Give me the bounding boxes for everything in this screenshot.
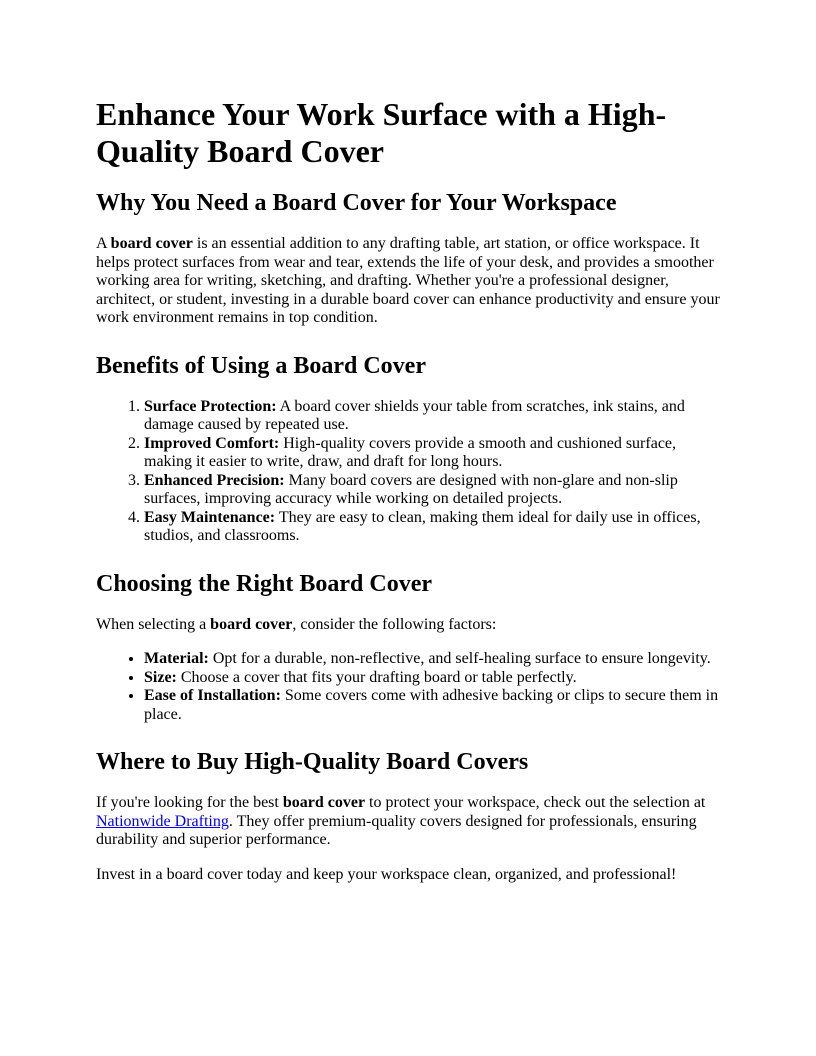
item-label: Surface Protection: xyxy=(144,397,277,415)
item-text: Opt for a durable, non-reflective, and self-healing surface to ensure longevity. xyxy=(208,650,711,667)
list-item xyxy=(144,509,720,546)
bold-term: board cover xyxy=(210,615,293,633)
item-label: Improved Comfort: xyxy=(144,434,280,452)
item-text: Some covers come with adhesive backing or clips to secure them in place. xyxy=(144,687,719,723)
text-run: When selecting a xyxy=(96,615,211,633)
list-item xyxy=(144,398,720,435)
closing-paragraph: Invest in a board cover today and keep your workspace clean, organized, and professional! xyxy=(96,865,677,883)
section-heading-where: Where to Buy High-Quality Board Covers xyxy=(96,749,529,775)
item-text: Many board covers are designed with non-glare and non-slip surfaces, improving accuracy while working on detailed projects. xyxy=(144,471,678,507)
section-heading-why: Why You Need a Board Cover for Your Workspace xyxy=(96,190,617,216)
list-item xyxy=(144,472,720,509)
section-why-paragraph xyxy=(96,235,720,328)
item-text: A board cover shields your table from scratches, ink stains, and damage caused by repeated use. xyxy=(144,397,685,433)
text-run: , consider the following factors: xyxy=(292,615,497,633)
bold-term: board cover xyxy=(282,794,366,811)
section-where-paragraph xyxy=(96,794,720,850)
nationwide-drafting-link[interactable]: Nationwide Drafting xyxy=(96,812,229,830)
text-run: to protect your workspace, check out the selection at xyxy=(365,794,706,811)
item-label: Ease of Installation: xyxy=(144,687,281,704)
list-item xyxy=(144,650,720,669)
list-item xyxy=(144,435,720,472)
item-text: Choose a cover that fits your drafting board or table perfectly. xyxy=(176,668,577,686)
list-item xyxy=(144,669,720,688)
text-run: is an essential addition to any drafting table, art station, or office workspace. It helps protect surfaces from wear and tear, extends the life of your desk, and provides a smoother working area for writing, sketching, and drafting. Whether you're a professional designer, architect, or student, investing in a durable board cover can enhance productivity and ensure your work environment remains in top condition. xyxy=(96,235,720,326)
section-choosing-intro xyxy=(96,616,720,635)
bold-term: board cover xyxy=(110,235,193,252)
text-run: . They offer premium-quality covers designed for professionals, ensuring durability and superior performance. xyxy=(96,812,697,848)
document-page xyxy=(96,96,720,900)
item-label: Easy Maintenance: xyxy=(144,508,276,526)
section-heading-choosing: Choosing the Right Board Cover xyxy=(96,570,433,597)
factors-list xyxy=(96,650,720,724)
page-title: Enhance Your Work Surface with a High-Quality Board Cover xyxy=(96,96,667,169)
benefits-list xyxy=(96,398,720,546)
text-run: A xyxy=(96,235,111,252)
list-item xyxy=(144,687,720,724)
text-run: If you're looking for the best xyxy=(96,794,283,811)
item-label: Enhanced Precision: xyxy=(144,471,285,489)
item-text: High-quality covers provide a smooth and cushioned surface, making it easier to write, draw, and draft for long hours. xyxy=(144,434,677,470)
item-text: They are easy to clean, making them ideal for daily use in offices, studios, and classrooms. xyxy=(144,508,701,544)
item-label: Material: xyxy=(144,650,209,667)
section-heading-benefits: Benefits of Using a Board Cover xyxy=(96,352,426,379)
item-label: Size: xyxy=(144,668,177,686)
